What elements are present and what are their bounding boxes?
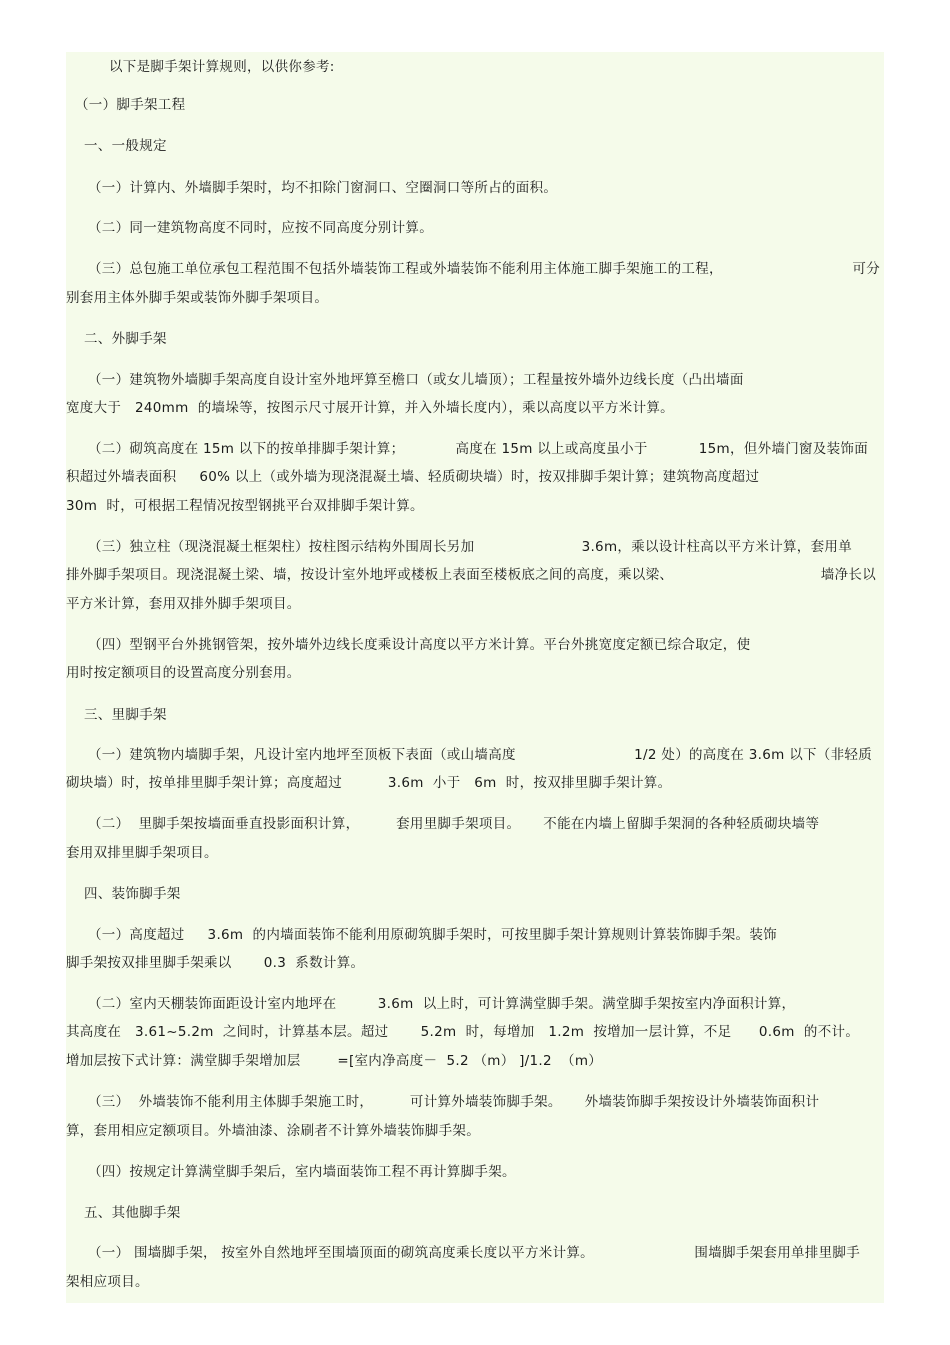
paragraph-line [88,440,868,458]
text-segment: 3.6m，乘以设计柱高以平方米计算，套用单 [581,539,852,555]
document-page [66,52,884,1303]
section-title: （一）脚手架工程 [75,97,186,113]
paragraph-line: （一）建筑物外墙脚手架高度自设计室外地坪算至檐口（或女儿墙顶）；工程量按外墙外边线长度（凸出墙面 [88,372,744,388]
text-segment: （三）独立柱（现浇混凝土框架柱）按柱图示结构外围周长另加 [88,539,475,555]
paragraph: （四）按规定计算满堂脚手架后，室内墙面装饰工程不再计算脚手架。 [88,1164,516,1180]
paragraph-line: 算，套用相应定额项目。外墙油漆、涂刷者不计算外墙装饰脚手架。 [66,1123,480,1139]
paragraph-line: （三） 外墙装饰不能利用主体脚手架施工时， 可计算外墙装饰脚手架。 外墙装饰脚手架按设计外墙装饰面积计 [88,1094,820,1110]
paragraph-line: 砌块墙）时，按单排里脚手架计算；高度超过 3.6m 小于 6m 时，按双排里脚手架计算。 [66,775,672,791]
paragraph-line: 别套用主体外脚手架或装饰外脚手架项目。 [66,290,329,306]
paragraph-line: 积超过外墙表面积 60% 以上（或外墙为现浇混凝土墙、轻质砌块墙）时，按双排脚手架计算；建筑物高度超过 [66,469,760,485]
paragraph-line: 30m 时，可根据工程情况按型钢挑平台双排脚手架计算。 [66,498,424,514]
heading-inner-scaffold: 三、里脚手架 [84,707,167,723]
text-segment: 排外脚手架项目。现浇混凝土梁、墙，按设计室外地坪或楼板上表面至楼板底之间的高度，乘以梁、 [66,567,674,583]
paragraph: （一）计算内、外墙脚手架时，均不扣除门窗洞口、空圈洞口等所占的面积。 [88,180,558,196]
paragraph-line [88,260,880,278]
paragraph-line: 其高度在 3.61~5.2m 之间时，计算基本层。超过 5.2m 时，每增加 1.2m 按增加一层计算，不足 0.6m 的不计。 [66,1024,860,1040]
paragraph-line: 脚手架按双排里脚手架乘以 0.3 系数计算。 [66,955,365,971]
text-segment: （三）总包施工单位承包工程范围不包括外墙装饰工程或外墙装饰不能利用主体施工脚手架施工的工程， [88,261,723,277]
text-segment: 围墙脚手架套用单排里脚手 [694,1245,860,1261]
paragraph-line: （二）室内天棚装饰面距设计室内地坪在 3.6m 以上时，可计算满堂脚手架。满堂脚手架按室内净面积计算， [88,996,796,1012]
paragraph-line: 用时按定额项目的设置高度分别套用。 [66,665,301,681]
paragraph-line: （一）高度超过 3.6m 的内墙面装饰不能利用原砌筑脚手架时，可按里脚手架计算规则计算装饰脚手架。装饰 [88,927,777,943]
paragraph-line: 套用双排里脚手架项目。 [66,845,218,861]
intro-text: 以下是脚手架计算规则，以供你参考: [109,59,335,75]
paragraph-line: 增加层按下式计算：满堂脚手架增加层 =[室内净高度－ 5.2 （m） ]/1.2 （m） [66,1053,603,1069]
paragraph-line: （二） 里脚手架按墙面垂直投影面积计算， 套用里脚手架项目。 不能在内墙上留脚手架洞的各种轻质砌块墙等 [88,816,820,832]
paragraph-line: 架相应项目。 [66,1274,149,1290]
text-segment: （一） 围墙脚手架， 按室外自然地坪至围墙顶面的砌筑高度乘长度以平方米计算。 [88,1245,594,1261]
paragraph-line [88,1244,860,1262]
text-segment: 高度在 15m 以上或高度虽小于 [455,441,648,457]
text-segment: 墙净长以 [820,567,876,583]
paragraph-line: 平方米计算，套用双排外脚手架项目。 [66,596,301,612]
text-segment: （一）建筑物内墙脚手架，凡设计室内地坪至顶板下表面（或山墙高度 [88,747,516,763]
text-segment: （二）砌筑高度在 15m 以下的按单排脚手架计算； [88,441,405,457]
text-segment: 1/2 处）的高度在 3.6m 以下（非轻质 [634,747,872,763]
paragraph-line: 宽度大于 240mm 的墙垛等，按图示尺寸展开计算，并入外墙长度内），乘以高度以平方米计算。 [66,400,674,416]
heading-general: 一、一般规定 [84,138,167,154]
paragraph-line [88,746,872,764]
text-segment: 可分 [852,261,880,277]
paragraph-line: （四）型钢平台外挑钢管架，按外墙外边线长度乘设计高度以平方米计算。平台外挑宽度定额已综合取定，使 [88,637,751,653]
text-segment: 15m，但外墙门窗及装饰面 [698,441,868,457]
paragraph-line [88,538,852,556]
heading-outer-scaffold: 二、外脚手架 [84,331,167,347]
paragraph-line [66,566,876,584]
heading-decoration-scaffold: 四、装饰脚手架 [84,886,181,902]
paragraph: （二）同一建筑物高度不同时，应按不同高度分别计算。 [88,220,433,236]
heading-other-scaffold: 五、其他脚手架 [84,1205,181,1221]
